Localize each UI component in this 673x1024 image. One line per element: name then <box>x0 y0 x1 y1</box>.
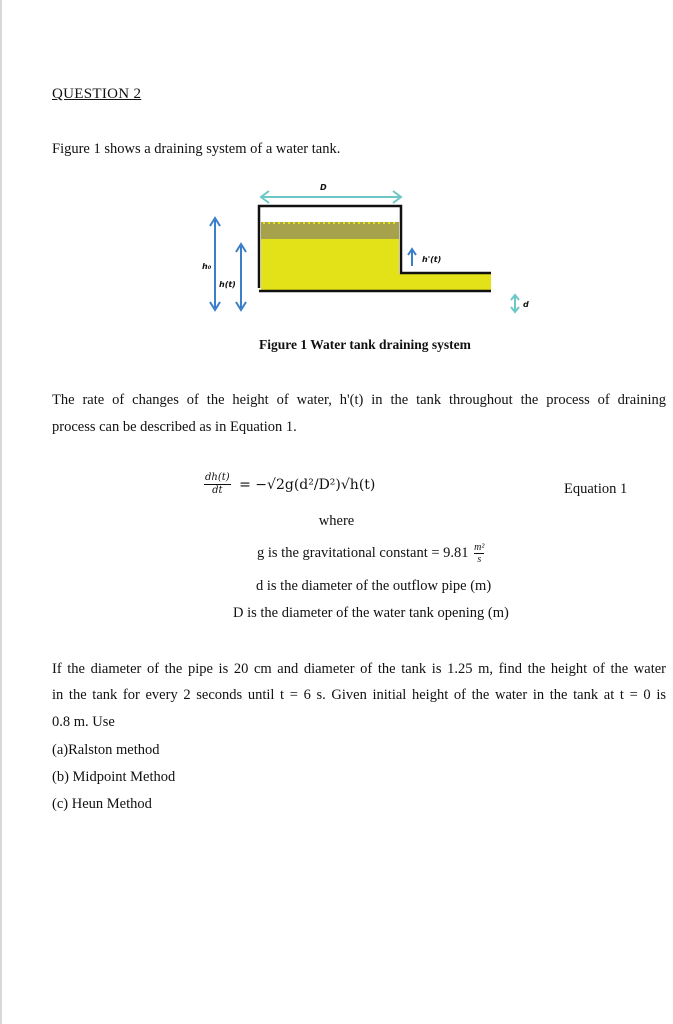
water-surface-band <box>261 222 399 239</box>
figure-caption: Figure 1 Water tank draining system <box>259 337 471 352</box>
equation-lhs <box>204 472 231 497</box>
definition-g <box>257 542 484 565</box>
paragraph1-line1: The rate of changes of the height of water, h'(t) in the tank throughout the process of draining <box>52 392 666 408</box>
equation-lhs-denominator: dt <box>212 485 223 496</box>
equation-label: Equation 1 <box>564 481 628 497</box>
definition-d: d is the diameter of the outflow pipe (m) <box>256 578 492 594</box>
method-midpoint: (b) Midpoint Method <box>52 769 176 785</box>
h0-arrow <box>210 218 220 310</box>
equation-rhs: = −√2g(d²/D²)√h(t) <box>239 476 376 493</box>
equation-lhs-numerator: dh(t) <box>205 472 230 483</box>
tank-water <box>261 239 399 291</box>
definition-g-text: g is the gravitational constant = 9.81 <box>257 544 469 561</box>
equation-1 <box>204 472 375 497</box>
label-h-prime: h'(t) <box>422 255 442 264</box>
where-text: where <box>318 513 355 529</box>
h-prime-arrow <box>408 249 416 266</box>
pipe-d-arrow <box>511 295 519 312</box>
g-unit-denominator: s <box>477 554 482 565</box>
method-ralston: (a)Ralston method <box>52 742 160 758</box>
g-unit <box>474 542 484 565</box>
question-heading: QUESTION 2 <box>52 86 142 102</box>
definition-D: D is the diameter of the water tank opening (m) <box>233 605 509 621</box>
page-left-edge <box>0 0 2 1024</box>
paragraph2-line1: If the diameter of the pipe is 20 cm and diameter of the tank is 1.25 m, find the height of the water <box>52 661 666 677</box>
label-ht: h(t) <box>219 280 236 289</box>
intro-text: Figure 1 shows a draining system of a water tank. <box>52 141 341 157</box>
label-h0: h₀ <box>202 262 212 271</box>
method-heun: (c) Heun Method <box>52 796 152 812</box>
ht-arrow <box>236 244 246 310</box>
tank-figure <box>195 178 535 328</box>
paragraph2-line3: 0.8 m. Use <box>52 714 115 730</box>
paragraph1-line2: process can be described as in Equation 1. <box>52 419 297 435</box>
label-D: D <box>320 183 327 192</box>
label-d: d <box>523 300 529 309</box>
paragraph2-line2: in the tank for every 2 seconds until t = 6 s. Given initial height of the water in the tank at t = 0 is <box>52 687 666 703</box>
pipe-water <box>399 274 491 291</box>
g-unit-numerator: m² <box>474 542 485 553</box>
diameter-D-arrow <box>261 191 401 203</box>
